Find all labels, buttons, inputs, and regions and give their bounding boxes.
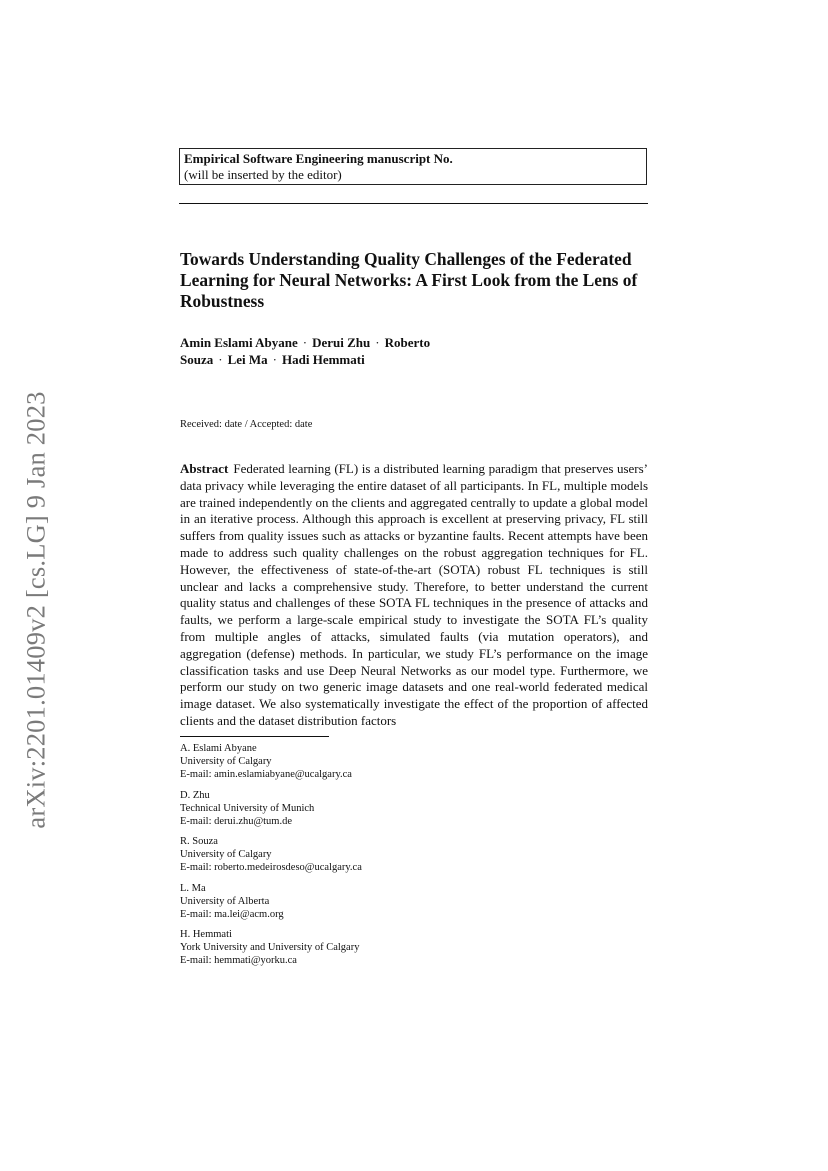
affiliation-block — [180, 789, 580, 828]
affiliation-institution: University of Calgary — [180, 849, 272, 860]
author-name: Roberto Souza — [180, 335, 431, 367]
affiliation-block — [180, 928, 580, 967]
affiliation-institution: University of Alberta — [180, 895, 270, 907]
author-separator: · — [218, 352, 223, 367]
affiliation-email: E-mail: roberto.medeirosdeso@ucalgary.ca — [180, 862, 362, 873]
affiliation-email: E-mail: hemmati@yorku.ca — [180, 955, 297, 966]
author-separator: · — [302, 335, 308, 350]
author-separator: · — [375, 335, 380, 350]
author-separator: · — [272, 352, 277, 367]
abstract — [180, 461, 648, 730]
affiliation-name: D. Zhu — [180, 789, 210, 801]
author-name: Amin Eslami Abyane — [180, 335, 298, 350]
author-name: Hadi Hemmati — [282, 352, 365, 367]
journal-header-box — [179, 148, 647, 185]
editor-note: (will be inserted by the editor) — [184, 167, 342, 182]
affiliation-name: A. Eslami Abyane — [180, 743, 257, 754]
author-name: Derui Zhu — [312, 335, 371, 350]
affiliation-name: R. Souza — [180, 836, 218, 847]
affiliation-email: E-mail: derui.zhu@tum.de — [180, 815, 293, 827]
affiliation-name: H. Hemmati — [180, 929, 232, 940]
abstract-label: Abstract — [180, 461, 229, 476]
author-list — [180, 334, 480, 368]
author-name: Lei Ma — [227, 352, 268, 367]
affiliation-block — [180, 882, 580, 921]
affiliation-email: E-mail: amin.eslamiabyane@ucalgary.ca — [180, 769, 352, 780]
affiliation-institution: Technical University of Munich — [180, 802, 315, 814]
received-date: Received: date / Accepted: date — [180, 419, 313, 430]
abstract-text: Federated learning (FL) is a distributed learning paradigm that preserves users’ data privacy while leveraging the entire dataset of all participants. In FL, multiple models are trained independently on the clients and aggregated centrally to update a global model in an iterative process. Although this approach is excellent at preserving privacy, FL still suffers from quality issues such as attacks or byzantine faults. Recent attempts have been made to address such quality challenges on the robust aggregation techniques for FL. However, the effectiveness of state-of-the-art (SOTA) robust FL techniques is still unclear and lacks a comprehensive study. Therefore, to better understand the current quality status and challenges of these SOTA FL techniques in the presence of attacks and faults, we perform a large-scale empirical study to investigate the SOTA FL’s quality from multiple angles of attacks, simulated faults (via mutation operators), and aggregation (defense) methods. In particular, we study FL’s performance on the image classification tasks and use Deep Neural Networks as our model type. Furthermore, we perform our study on two generic image datasets and one real-world federated medical image dataset. We also systematically investigate the effect of the proportion of affected clients and the dataset distribution factors — [180, 461, 648, 728]
affiliation-block — [180, 742, 580, 781]
header-rule — [179, 203, 648, 204]
arxiv-identifier-stamp: arXiv:2201.01409v2 [cs.LG] 9 Jan 2023 — [20, 391, 51, 829]
affiliation-name: L. Ma — [180, 882, 206, 894]
paper-title: Towards Understanding Quality Challenges of the Federated Learning for Neural Networks: A First Look from the Lens of Robustness — [180, 249, 638, 311]
journal-name: Empirical Software Engineering manuscript No. — [184, 151, 453, 166]
affiliation-block — [180, 835, 580, 874]
affiliation-email: E-mail: ma.lei@acm.org — [180, 908, 284, 920]
affiliation-institution: University of Calgary — [180, 756, 272, 767]
affiliation-institution: York University and University of Calgary — [180, 942, 360, 953]
affiliations — [180, 742, 580, 975]
footnote-rule — [180, 736, 329, 737]
